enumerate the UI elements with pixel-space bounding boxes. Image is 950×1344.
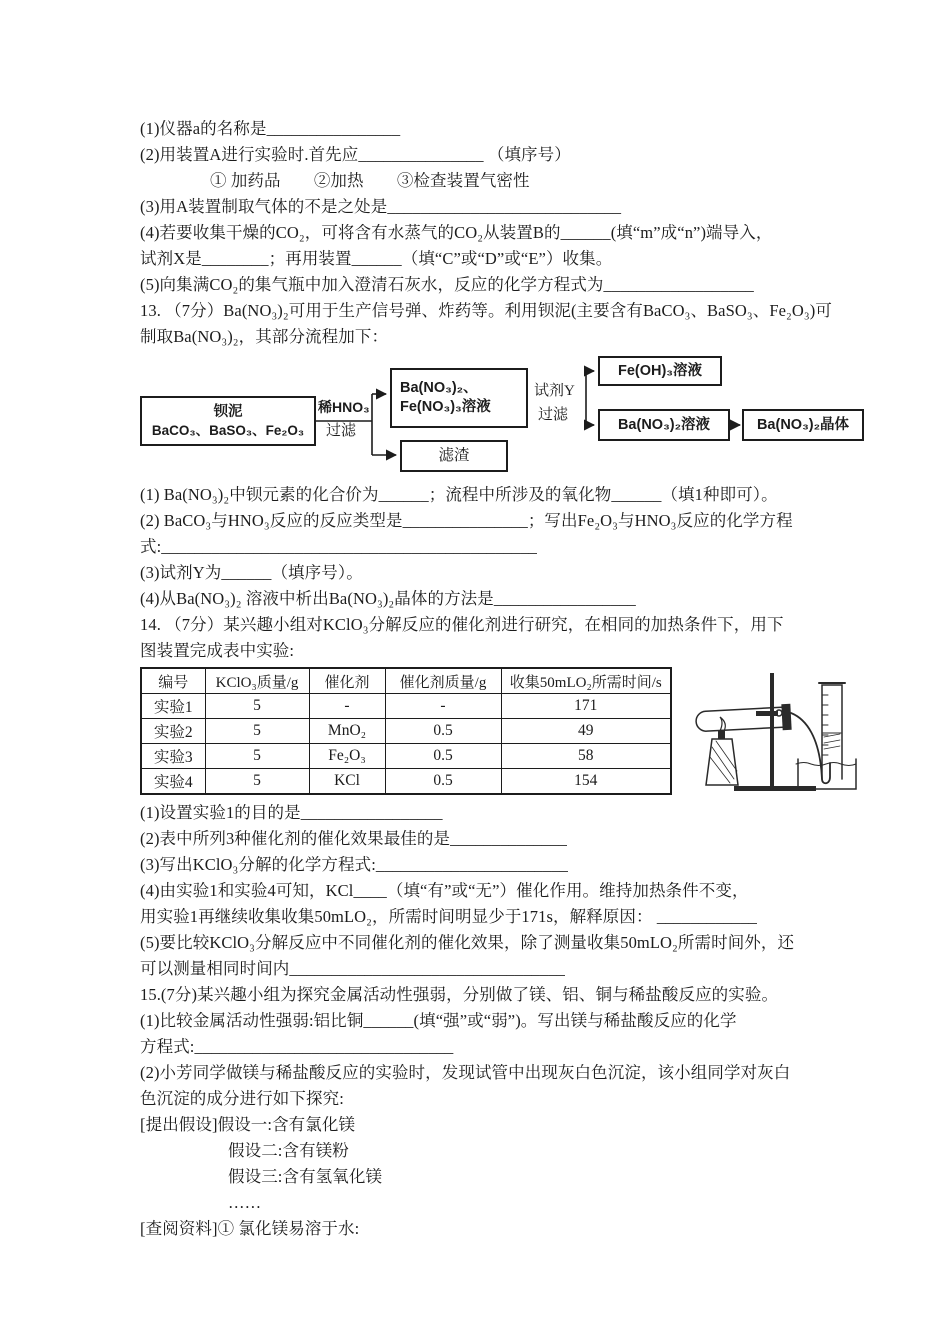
cell-exp3-mass: 5 <box>205 744 309 769</box>
document-page <box>140 116 864 1242</box>
cell-exp4-catalyst: KCl <box>309 769 385 795</box>
q14-item-5: (5)要比较KClO₃分解反应中不同催化剂的催化效果，除了测量收集50mLO₂所需时间外，还 <box>140 933 795 952</box>
banitrate-solution-label: Ba(NO₃)₂溶液 <box>617 416 711 433</box>
flowchart-box-feoh-solution <box>598 356 722 386</box>
q14-item-4-cont: 用实验1再继续收集收集50mLO₂，所需时间明显少于171s，解释原因： ____________ <box>140 907 758 926</box>
q12-item-4-cont: 试剂X是________；再用装置______（填“C”或“D”或“E”）收集。 <box>140 249 613 268</box>
flowchart-box-banitrate-crystal <box>742 409 864 441</box>
q13-heading: 13. （7分）Ba(NO₃)₂可用于生产信号弹、炸药等。利用钡泥(主要含有BaCO₃、BaSO₃、Fe₂O₃)可 <box>140 301 832 320</box>
residue-label: 滤渣 <box>438 446 470 464</box>
q13-item-4: (4)从Ba(NO₃)₂ 溶液中析出Ba(NO₃)₂晶体的方法是_________________ <box>140 589 636 608</box>
table-header-row <box>141 668 671 694</box>
cell-exp1-cmass: - <box>385 694 501 719</box>
table-row <box>141 744 671 769</box>
barium-mud-title: 钡泥 <box>213 403 243 420</box>
q12-item-2: (2)用装置A进行实验时.首先应_______________ （填序号） <box>140 145 571 164</box>
q15-item-1-cont: 方程式:_______________________________ <box>140 1037 454 1056</box>
q15-hypothesis-ellipsis: …… <box>228 1193 262 1212</box>
cell-exp4-cmass: 0.5 <box>385 769 501 795</box>
q12-item-5: (5)向集满CO₂的集气瓶中加入澄清石灰水，反应的化学方程式为__________________ <box>140 275 754 294</box>
flowchart-box-banitrate-solution <box>598 409 730 441</box>
q13-item-2: (2) BaCO₃与HNO₃反应的反应类型是_______________；写出Fe₂O₃与HNO₃反应的化学方程 <box>140 511 793 530</box>
cell-exp2-id: 实验2 <box>141 719 205 744</box>
feoh-solution-label: Fe(OH)₃溶液 <box>617 362 703 379</box>
q13-heading-cont: 制取Ba(NO₃)₂，其部分流程加下： <box>140 327 389 346</box>
flowchart-box-solution-mix <box>390 368 528 428</box>
flowchart-step2-reagent: 试剂Y <box>534 383 575 399</box>
barium-mud-formulas: BaCO₃、BaSO₃、Fe₂O₃ <box>151 422 305 438</box>
cell-exp1-catalyst: - <box>309 694 385 719</box>
cell-exp4-mass: 5 <box>205 769 309 795</box>
q12-item-1: (1)仪器a的名称是________________ <box>140 119 401 138</box>
cell-exp2-mass: 5 <box>205 719 309 744</box>
q12-options: ① 加药品 ②加热 ③检查装置气密性 <box>210 171 530 190</box>
experiment-table <box>140 667 672 795</box>
q14-item-1: (1)设置实验1的目的是_________________ <box>140 803 443 822</box>
cell-exp4-id: 实验4 <box>141 769 205 795</box>
cell-exp2-catalyst: MnO₂ <box>309 719 385 744</box>
q13-item-3: (3)试剂Y为______（填序号）。 <box>140 563 363 582</box>
solution-mix-line2: Fe(NO₃)₃溶液 <box>400 399 491 415</box>
q14-heading-cont: 图装置完成表中实验: <box>140 641 295 660</box>
q15-reference-material: [查阅资料]① 氯化镁易溶于水: <box>140 1219 360 1238</box>
q15-item-2: (2)小芳同学做镁与稀盐酸反应的实验时，发现试管中出现灰白色沉淀，该小组同学对灰白 <box>140 1063 791 1082</box>
cell-exp1-mass: 5 <box>205 694 309 719</box>
q14-item-2: (2)表中所列3种催化剂的催化效果最佳的是______________ <box>140 829 567 848</box>
table-row <box>141 719 671 744</box>
col-header-catalyst-mass: 催化剂质量/g <box>385 668 501 694</box>
q15-item-2-cont: 色沉淀的成分进行如下探究: <box>140 1089 344 1108</box>
q12-item-3: (3)用A装置制取气体的不是之处是____________________________ <box>140 197 622 216</box>
flowchart-box-residue <box>400 440 508 472</box>
q15-hypothesis-2: 假设二:含有镁粉 <box>228 1141 349 1160</box>
cell-exp1-time: 171 <box>501 694 671 719</box>
flowchart-step1-reagent: 稀HNO₃ <box>318 399 370 415</box>
q13-item-1: (1) Ba(NO₃)₂中钡元素的化合价为______；流程中所涉及的氧化物______（填1种即可）。 <box>140 485 778 504</box>
q12-item-4: (4)若要收集干燥的CO₂，可将含有水蒸气的CO₂从装置B的______(填“m”成“n”)端导入， <box>140 223 773 242</box>
col-header-id: 编号 <box>141 668 205 694</box>
q14-item-4: (4)由实验1和实验4可知，KCl____（填“有”或“无”）催化作用。维持加热条件不变， <box>140 881 749 900</box>
cell-exp4-time: 154 <box>501 769 671 795</box>
cell-exp3-catalyst: Fe₂O₃ <box>309 744 385 769</box>
col-header-kclo3-mass: KClO₃质量/g <box>205 668 309 694</box>
flowchart-step1-operation: 过滤 <box>326 423 357 439</box>
q15-hypothesis-3: 假设三:含有氢氧化镁 <box>228 1167 383 1186</box>
cell-exp3-cmass: 0.5 <box>385 744 501 769</box>
alcohol-lamp-icon <box>706 717 738 785</box>
process-flowchart <box>140 354 864 476</box>
gas-collection-apparatus-figure <box>682 667 860 797</box>
cell-exp1-id: 实验1 <box>141 694 205 719</box>
iron-stand-icon <box>734 673 816 791</box>
solution-mix-line1: Ba(NO₃)₂、 <box>400 380 478 397</box>
q13-item-2-cont: 式:_____________________________________________ <box>140 537 538 556</box>
q14-item-5-cont: 可以测量相同时间内_________________________________ <box>140 959 565 978</box>
cell-exp2-cmass: 0.5 <box>385 719 501 744</box>
flowchart-step2-operation: 过滤 <box>538 407 569 423</box>
cell-exp2-time: 49 <box>501 719 671 744</box>
table-row <box>141 694 671 719</box>
q14-item-3: (3)写出KClO₃分解的化学方程式:_______________________ <box>140 855 568 874</box>
test-tube-icon <box>695 704 791 735</box>
banitrate-crystal-label: Ba(NO₃)₂晶体 <box>756 416 850 433</box>
q15-hypothesis-1: [提出假设]假设一:含有氯化镁 <box>140 1115 356 1134</box>
q14-heading: 14. （7分）某兴趣小组对KClO₃分解反应的催化剂进行研究，在相同的加热条件下，用下 <box>140 615 784 634</box>
table-row <box>141 769 671 795</box>
q15-heading: 15.(7分)某兴趣小组为探究金属活动性强弱，分别做了镁、铝、铜与稀盐酸反应的实验。 <box>140 985 779 1004</box>
col-header-time: 收集50mLO₂所需时间/s <box>501 668 671 694</box>
flowchart-box-barium-mud <box>140 396 316 446</box>
cell-exp3-id: 实验3 <box>141 744 205 769</box>
delivery-tube-icon <box>791 713 830 783</box>
q15-item-1: (1)比较金属活动性强弱:铝比铜______(填“强”或“弱”)。写出镁与稀盐酸反应的化学 <box>140 1011 737 1030</box>
col-header-catalyst: 催化剂 <box>309 668 385 694</box>
cell-exp3-time: 58 <box>501 744 671 769</box>
water-trough-icon <box>796 759 856 789</box>
